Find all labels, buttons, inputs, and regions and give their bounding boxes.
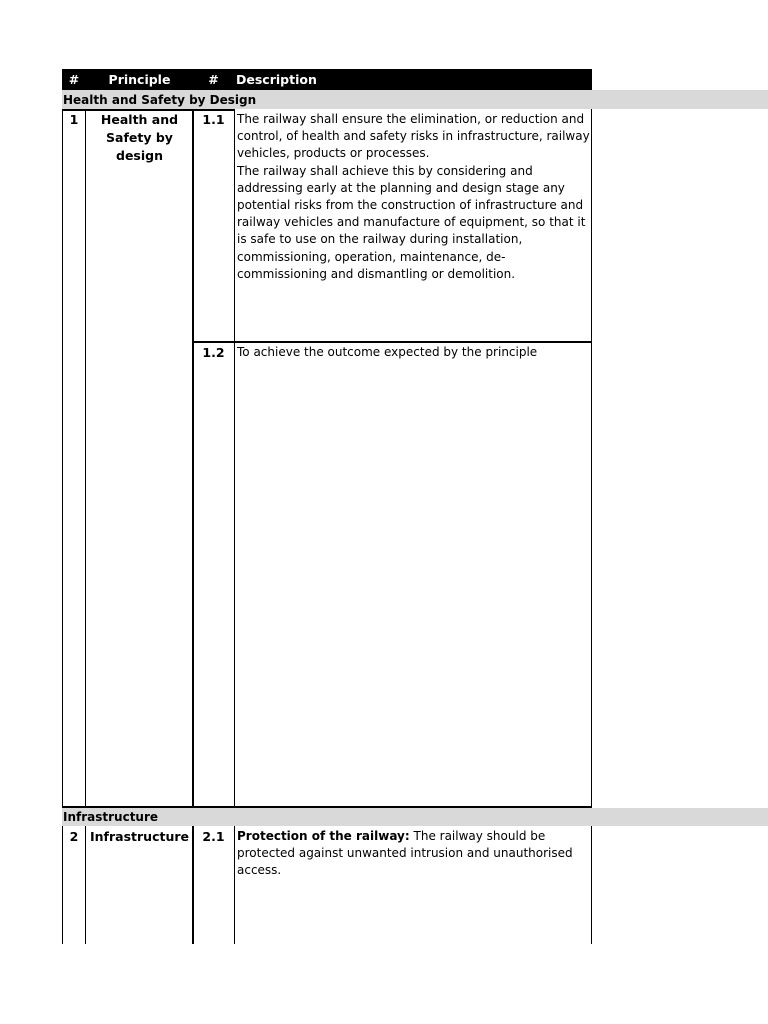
col-rule-subnum [234, 826, 235, 944]
col-rule-left [62, 826, 63, 944]
col-rule-num [85, 109, 86, 807]
description-text: The railway shall ensure the elimination, or reduction and control, of health and safety risks in infrastructure, railway vehicles, products or processes. The railway shall achieve this by considering and addressing early at the planning and design stage any potential risks from the construction of infrastructure and railway vehicles and manufacture of equipment, so that it is safe to use on the railway during installation, commissioning, operation, maintenance, de-commissioning and dismantling or demolition. [237, 112, 590, 281]
principle-number: 2 [69, 829, 79, 844]
sub-number: 2.1 [202, 829, 225, 844]
col-rule-principle [192, 826, 194, 944]
col-rule-subnum [234, 109, 235, 807]
sub-number: 1.2 [202, 345, 225, 360]
header-principle: Principle [108, 72, 171, 87]
section-title: Health and Safety by Design [63, 93, 257, 107]
header-description: Description [236, 72, 317, 87]
sub-number: 1.1 [202, 112, 225, 127]
col-rule-num [85, 826, 86, 944]
header-num: # [68, 72, 80, 87]
description-body: The railway should be protected against unwanted intrusion and unauthorised access. [237, 829, 573, 878]
section-title: Infrastructure [63, 810, 159, 824]
col-rule-principle [192, 109, 194, 807]
col-rule-right [591, 109, 592, 807]
principle-name: Health and Safety by design [100, 112, 179, 163]
principle-number: 1 [69, 112, 79, 127]
description-text [237, 828, 591, 880]
col-rule-left [62, 109, 63, 807]
description-text: To achieve the outcome expected by the principle [237, 345, 538, 359]
description-bold-lead: Protection of the railway: [237, 829, 410, 843]
row-divider [193, 341, 592, 343]
col-rule-right [591, 826, 592, 944]
header-sub-num: # [208, 72, 219, 87]
principle-name: Infrastructure [90, 829, 189, 844]
